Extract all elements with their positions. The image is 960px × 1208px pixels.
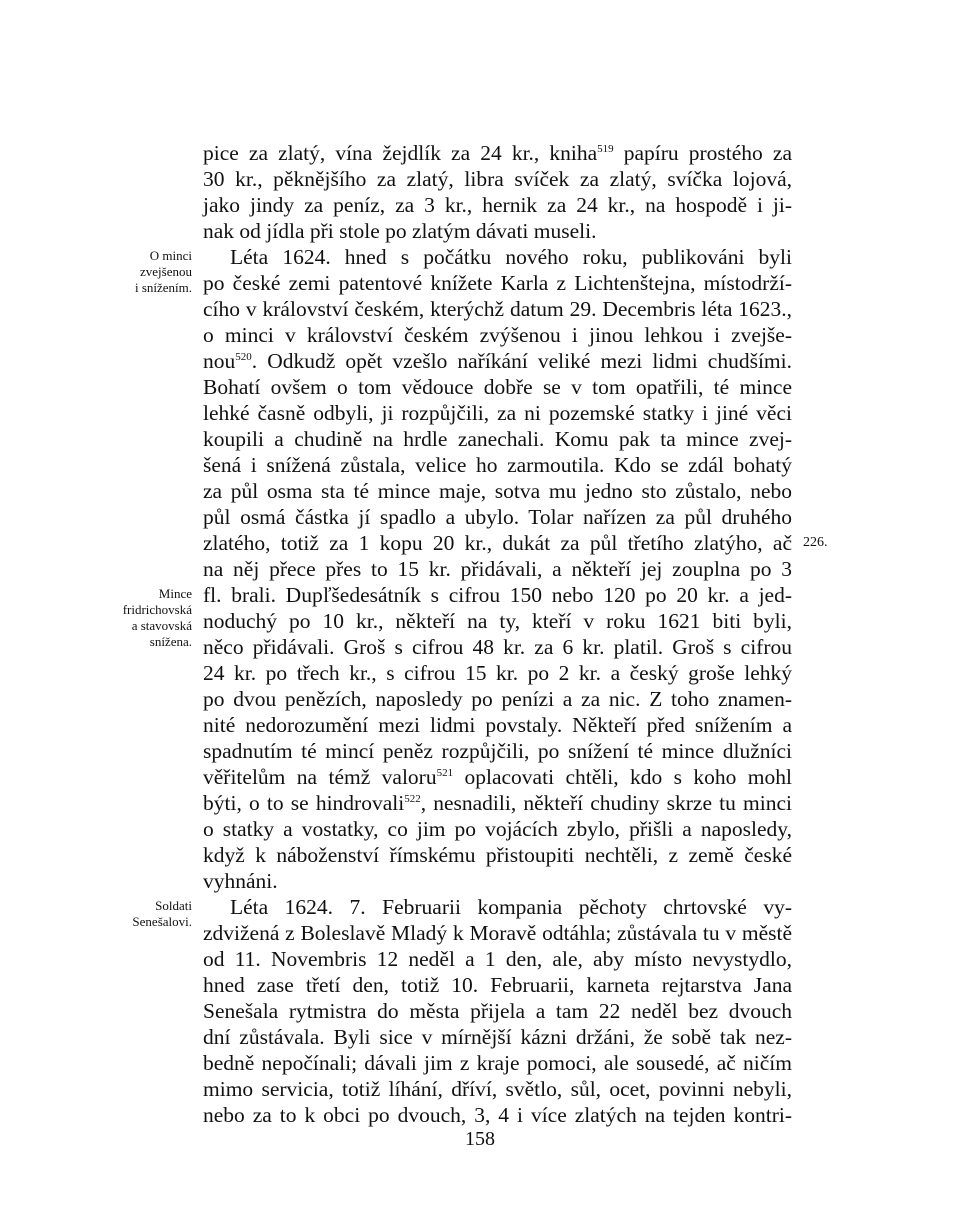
text-line: o statky a vostatky, co jim po vojácích zbylo, přišli a naposledy, xyxy=(203,817,792,841)
text-line: 30 kr., pěknějšího za zlatý, libra svíček za zlatý, svíčka lojová, xyxy=(203,167,792,191)
page-number: 158 xyxy=(465,1128,495,1150)
text-line: nak od jídla při stole po zlatým dávati museli. xyxy=(203,219,597,243)
text-line: jako jindy za peníz, za 3 kr., hernik za 24 kr., na hospodě i ji- xyxy=(203,193,792,217)
text-line: Bohatí ovšem o tom vědouce dobře se v tom opatřili, té mince xyxy=(203,375,792,399)
text-line: věřitelům na témž valoru$^{521}$ oplacovati chtěli, kdo s koho mohl xyxy=(203,765,792,789)
text-line: na něj přece přes to 15 kr. přidávali, a někteří jej zouplna po 3 xyxy=(203,557,792,581)
text-line: zlatého, totiž za 1 kopu 20 kr., dukát za půl třetího zlatýho, ač xyxy=(203,531,792,555)
text-line: šená i snížená zůstala, velice ho zarmoutila. Kdo se zdál bohatý xyxy=(203,453,792,477)
text-line: pice za zlatý, vína žejdlík za 24 kr., kniha$^{519}$ papíru prostého za xyxy=(203,141,792,165)
text-line: dní zůstávala. Byli sice v mírnější kázni držáni, že sobě tak nez- xyxy=(203,1025,792,1049)
text-line: o minci v království českém zvýšenou i jinou lehkou i zvejše- xyxy=(203,323,792,347)
text-line: po české zemi patentové knížete Karla z Lichtenštejna, místodrží- xyxy=(203,271,792,295)
margin-note-coin-raised: O minci zvejšenou i snížením. xyxy=(134,248,192,295)
text-line: spadnutím té mincí peněz rozpůjčili, po snížení té mince dlužníci xyxy=(203,739,792,763)
text-line: za půl osma sta té mince maje, sotva mu jedno sto zůstalo, nebo xyxy=(203,479,792,503)
text-line: bedně nepočínali; dávali jim z kraje pomoci, ale sousedé, ač ničím xyxy=(203,1051,792,1075)
text-line: noduchý po 10 kr., někteří na ty, kteří v roku 1621 biti byli, xyxy=(203,609,792,633)
text-line: po dvou penězích, naposledy po penízi a za nic. Z toho znamen- xyxy=(203,687,792,711)
margin-note-soldiers: Soldati Senešalovi. xyxy=(132,898,192,929)
text-line: cího v království českém, kterýchž datum 29. Decembris léta 1623., xyxy=(203,297,792,321)
text-line: Léta 1624. hned s počátku nového roku, publikováni byli xyxy=(230,245,792,269)
text-line: vyhnáni. xyxy=(203,869,278,893)
text-line: od 11. Novembris 12 neděl a 1 den, ale, aby místo nevystydlo, xyxy=(203,947,792,971)
text-line: nou$^{520}$. Odkudž opět vzešlo naříkání veliké mezi lidmi chudšími. xyxy=(203,349,792,373)
text-line: 24 kr. po třech kr., s cifrou 15 kr. po 2 kr. a český groše lehký xyxy=(203,661,792,685)
right-margin-page-ref: 226. xyxy=(803,535,828,550)
text-line: koupili a chudině na hrdle zanechali. Komu pak ta mince zvej- xyxy=(203,427,792,451)
text-line: hned zase třetí den, totiž 10. Februarii, karneta rejtarstva Jana xyxy=(203,973,792,997)
text-line: býti, o to se hindrovali$^{522}$, nesnadili, někteří chudiny skrze tu minci xyxy=(203,791,793,815)
margin-note-coin-lowered: Mince fridrichovská a stavovská snížena. xyxy=(122,586,192,649)
text-line: když k náboženství římskému přistoupiti nechtěli, z země české xyxy=(203,843,792,867)
text-line: Senešala rytmistra do města přijela a tam 22 neděl bez dvouch xyxy=(203,999,792,1023)
text-line: lehké časně odbyli, ji rozpůjčili, za ni pozemské statky i jiné věci xyxy=(203,401,792,425)
text-line: zdvižená z Boleslavě Mladý k Moravě odtáhla; zůstávala tu v městě xyxy=(203,921,792,945)
text-line: Léta 1624. 7. Februarii kompania pěchoty chrtovské vy- xyxy=(230,895,792,919)
text-line: mimo servicia, totiž líhání, dříví, světlo, sůl, ocet, povinni nebyli, xyxy=(203,1077,792,1101)
text-line: něco přidávali. Groš s cifrou 48 kr. za 6 kr. platil. Groš s cifrou xyxy=(203,635,792,659)
text-line: půl osmá částka jí spadlo a ubylo. Tolar nařízen za půl druhého xyxy=(203,505,792,529)
text-line: nité nedorozumění mezi lidmi povstaly. Někteří před snížením a xyxy=(203,713,792,737)
text-line: fl. brali. Dupľšedesátník s cifrou 150 nebo 120 po 20 kr. a jed- xyxy=(203,583,792,607)
text-line: nebo za to k obci po dvouch, 3, 4 i více zlatých na tejden kontri- xyxy=(203,1103,792,1127)
